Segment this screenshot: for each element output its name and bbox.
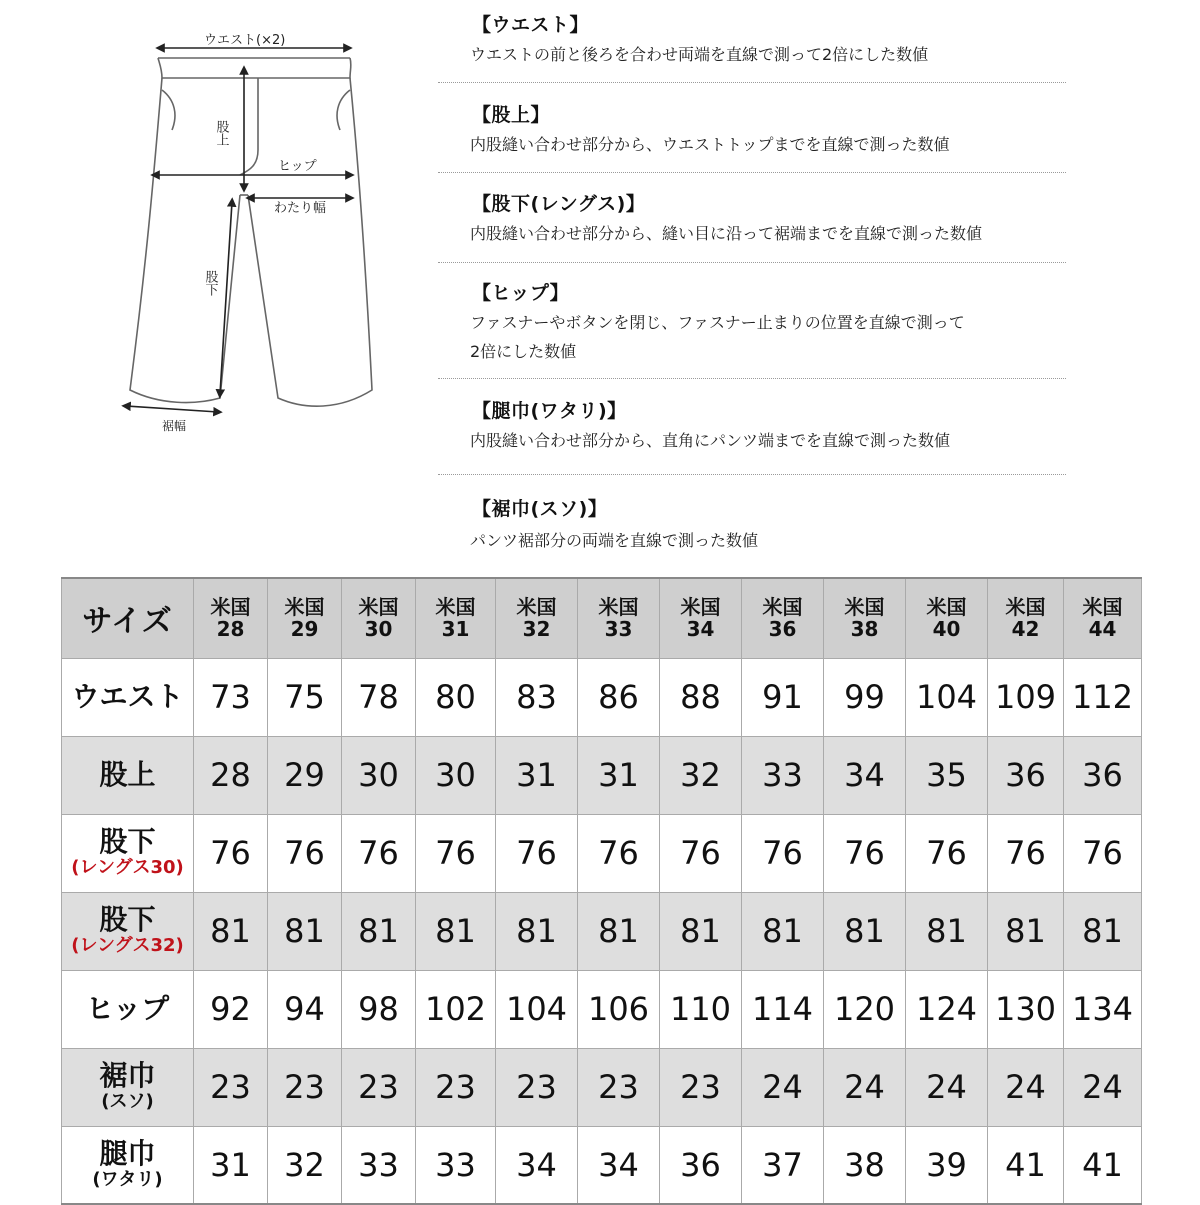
table-cell: 39 [906, 1126, 988, 1204]
size-number: 28 [216, 617, 245, 642]
table-cell: 112 [1064, 658, 1142, 736]
definition-text: パンツ裾部分の両端を直線で測った数値 [470, 531, 759, 550]
size-number: 33 [604, 617, 633, 642]
size-header-cell [660, 578, 742, 658]
table-cell: 76 [496, 814, 578, 892]
table-cell: 31 [194, 1126, 268, 1204]
row-label [62, 736, 194, 814]
size-prefix: 米国 [926, 595, 967, 620]
table-cell: 102 [416, 970, 496, 1048]
size-prefix: 米国 [358, 595, 399, 620]
size-header-cell [268, 578, 342, 658]
table-cell: 23 [496, 1048, 578, 1126]
table-cell: 36 [1064, 736, 1142, 814]
size-header-cell [1064, 578, 1142, 658]
table-cell: 34 [578, 1126, 660, 1204]
size-prefix: 米国 [435, 595, 476, 620]
table-cell: 76 [416, 814, 496, 892]
table-cell: 81 [342, 892, 416, 970]
table-row [62, 814, 1142, 892]
table-cell: 76 [824, 814, 906, 892]
definition-title: 【股上】 [472, 104, 551, 126]
thigh-label: わたり幅 [274, 201, 327, 216]
table-cell: 76 [194, 814, 268, 892]
table-cell: 33 [342, 1126, 416, 1204]
row-label-sub: (ワタリ) [92, 1168, 163, 1190]
table-cell: 81 [988, 892, 1064, 970]
table-cell: 76 [660, 814, 742, 892]
size-prefix: 米国 [762, 595, 803, 620]
size-number: 29 [290, 617, 319, 642]
row-label-text: ヒップ [85, 992, 170, 1025]
table-cell: 37 [742, 1126, 824, 1204]
size-prefix: 米国 [1005, 595, 1046, 620]
size-number: 34 [686, 617, 715, 642]
table-cell: 29 [268, 736, 342, 814]
pants-measurement-diagram [100, 20, 430, 440]
table-cell: 106 [578, 970, 660, 1048]
size-header-cell [194, 578, 268, 658]
table-cell: 34 [496, 1126, 578, 1204]
table-cell: 81 [824, 892, 906, 970]
size-header-row [62, 578, 1142, 658]
definition-title: 【ウエスト】 [472, 14, 590, 36]
waist-label: ウエスト(×2) [204, 33, 286, 48]
rise-label: 股上 [213, 120, 229, 146]
table-cell: 104 [496, 970, 578, 1048]
table-cell: 99 [824, 658, 906, 736]
row-label-text: 裾巾 [99, 1059, 156, 1092]
pants-outline [130, 58, 372, 406]
row-label-sub: (レングス32) [71, 935, 184, 956]
divider [438, 474, 1066, 475]
table-cell: 81 [268, 892, 342, 970]
table-cell: 23 [194, 1048, 268, 1126]
hip-label: ヒップ [278, 159, 317, 174]
table-cell: 104 [906, 658, 988, 736]
size-number: 38 [850, 617, 879, 642]
size-number: 36 [768, 617, 797, 642]
table-row [62, 1126, 1142, 1204]
table-cell: 24 [988, 1048, 1064, 1126]
row-label [62, 814, 194, 892]
table-cell: 86 [578, 658, 660, 736]
size-prefix: 米国 [284, 595, 325, 620]
table-row [62, 658, 1142, 736]
table-cell: 124 [906, 970, 988, 1048]
table-cell: 32 [660, 736, 742, 814]
size-table [61, 577, 1142, 1205]
definition-title: 【腿巾(ワタリ)】 [472, 400, 627, 422]
table-cell: 24 [824, 1048, 906, 1126]
size-table-body [62, 578, 1142, 1204]
table-row [62, 736, 1142, 814]
table-cell: 120 [824, 970, 906, 1048]
row-label [62, 892, 194, 970]
definition-text: 内股縫い合わせ部分から、直角にパンツ端までを直線で測った数値 [470, 431, 951, 450]
hem-arrow [126, 406, 218, 412]
size-number: 44 [1088, 617, 1117, 642]
size-header-cell [578, 578, 660, 658]
row-label-text: 股上 [99, 758, 156, 791]
table-cell: 76 [988, 814, 1064, 892]
table-cell: 81 [578, 892, 660, 970]
definition-text: ファスナーやボタンを閉じ、ファスナー止まりの位置を直線で測って [470, 313, 965, 332]
table-cell: 81 [1064, 892, 1142, 970]
size-prefix: 米国 [844, 595, 885, 620]
pants-illustration [100, 20, 430, 440]
divider [438, 378, 1066, 379]
table-cell: 98 [342, 970, 416, 1048]
row-label-text: ウエスト [71, 680, 184, 713]
table-cell: 78 [342, 658, 416, 736]
size-header-cell [416, 578, 496, 658]
table-cell: 24 [742, 1048, 824, 1126]
size-number: 40 [932, 617, 961, 642]
table-cell: 80 [416, 658, 496, 736]
table-cell: 76 [342, 814, 416, 892]
table-cell: 109 [988, 658, 1064, 736]
row-label [62, 658, 194, 736]
table-cell: 34 [824, 736, 906, 814]
table-cell: 92 [194, 970, 268, 1048]
row-label [62, 1126, 194, 1204]
table-cell: 75 [268, 658, 342, 736]
table-cell: 81 [496, 892, 578, 970]
size-number: 32 [522, 617, 551, 642]
table-row [62, 892, 1142, 970]
definition-text: ウエストの前と後ろを合わせ両端を直線で測って2倍にした数値 [470, 45, 929, 64]
row-label-text: 股下 [99, 903, 156, 936]
size-header-cell [824, 578, 906, 658]
table-cell: 24 [1064, 1048, 1142, 1126]
table-cell: 88 [660, 658, 742, 736]
definition-text: 2倍にした数値 [470, 342, 577, 361]
size-number: 42 [1011, 617, 1040, 642]
table-cell: 94 [268, 970, 342, 1048]
table-cell: 81 [906, 892, 988, 970]
table-cell: 33 [742, 736, 824, 814]
table-cell: 76 [268, 814, 342, 892]
row-label-sub: (レングス30) [71, 857, 184, 878]
table-cell: 76 [742, 814, 824, 892]
definition-text: 内股縫い合わせ部分から、縫い目に沿って裾端までを直線で測った数値 [470, 224, 983, 243]
table-cell: 28 [194, 736, 268, 814]
inseam-label: 股下 [202, 270, 218, 296]
size-header-cell [906, 578, 988, 658]
table-cell: 81 [194, 892, 268, 970]
definition-text: 内股縫い合わせ部分から、ウエストトップまでを直線で測った数値 [470, 135, 950, 154]
size-number: 30 [364, 617, 393, 642]
corner-label: サイズ [62, 578, 194, 658]
table-cell: 31 [496, 736, 578, 814]
table-cell: 81 [660, 892, 742, 970]
table-cell: 76 [1064, 814, 1142, 892]
table-cell: 76 [906, 814, 988, 892]
size-prefix: 米国 [680, 595, 721, 620]
table-cell: 23 [578, 1048, 660, 1126]
row-label-sub: (スソ) [101, 1091, 154, 1112]
table-cell: 114 [742, 970, 824, 1048]
table-cell: 35 [906, 736, 988, 814]
table-cell: 23 [342, 1048, 416, 1126]
table-cell: 38 [824, 1126, 906, 1204]
size-header-cell [988, 578, 1064, 658]
table-cell: 81 [416, 892, 496, 970]
row-label-text: 腿巾 [99, 1136, 156, 1170]
table-cell: 81 [742, 892, 824, 970]
table-cell: 130 [988, 970, 1064, 1048]
size-number: 31 [441, 617, 470, 642]
table-cell: 41 [1064, 1126, 1142, 1204]
row-label-text: 股下 [99, 825, 156, 858]
table-cell: 41 [988, 1126, 1064, 1204]
table-cell: 23 [660, 1048, 742, 1126]
table-cell: 32 [268, 1126, 342, 1204]
definition-title: 【股下(レングス)】 [472, 193, 646, 215]
size-prefix: 米国 [1082, 595, 1123, 620]
table-cell: 23 [268, 1048, 342, 1126]
table-cell: 83 [496, 658, 578, 736]
divider [438, 82, 1066, 83]
size-prefix: 米国 [516, 595, 557, 620]
table-cell: 23 [416, 1048, 496, 1126]
row-label [62, 970, 194, 1048]
table-cell: 134 [1064, 970, 1142, 1048]
table-cell: 31 [578, 736, 660, 814]
size-header-cell [342, 578, 416, 658]
size-header-cell [742, 578, 824, 658]
table-row [62, 1048, 1142, 1126]
table-cell: 30 [416, 736, 496, 814]
hem-label: 裾幅 [162, 419, 187, 433]
row-label [62, 1048, 194, 1126]
size-prefix: 米国 [210, 595, 251, 620]
table-row [62, 970, 1142, 1048]
size-header-cell [496, 578, 578, 658]
definition-title: 【裾巾(スソ)】 [472, 498, 608, 520]
table-cell: 110 [660, 970, 742, 1048]
divider [438, 172, 1066, 173]
divider [438, 262, 1066, 263]
table-cell: 36 [988, 736, 1064, 814]
table-cell: 36 [660, 1126, 742, 1204]
table-cell: 33 [416, 1126, 496, 1204]
table-cell: 76 [578, 814, 660, 892]
table-cell: 30 [342, 736, 416, 814]
size-prefix: 米国 [598, 595, 639, 620]
table-cell: 73 [194, 658, 268, 736]
definition-title: 【ヒップ】 [472, 282, 570, 304]
table-cell: 91 [742, 658, 824, 736]
table-cell: 24 [906, 1048, 988, 1126]
